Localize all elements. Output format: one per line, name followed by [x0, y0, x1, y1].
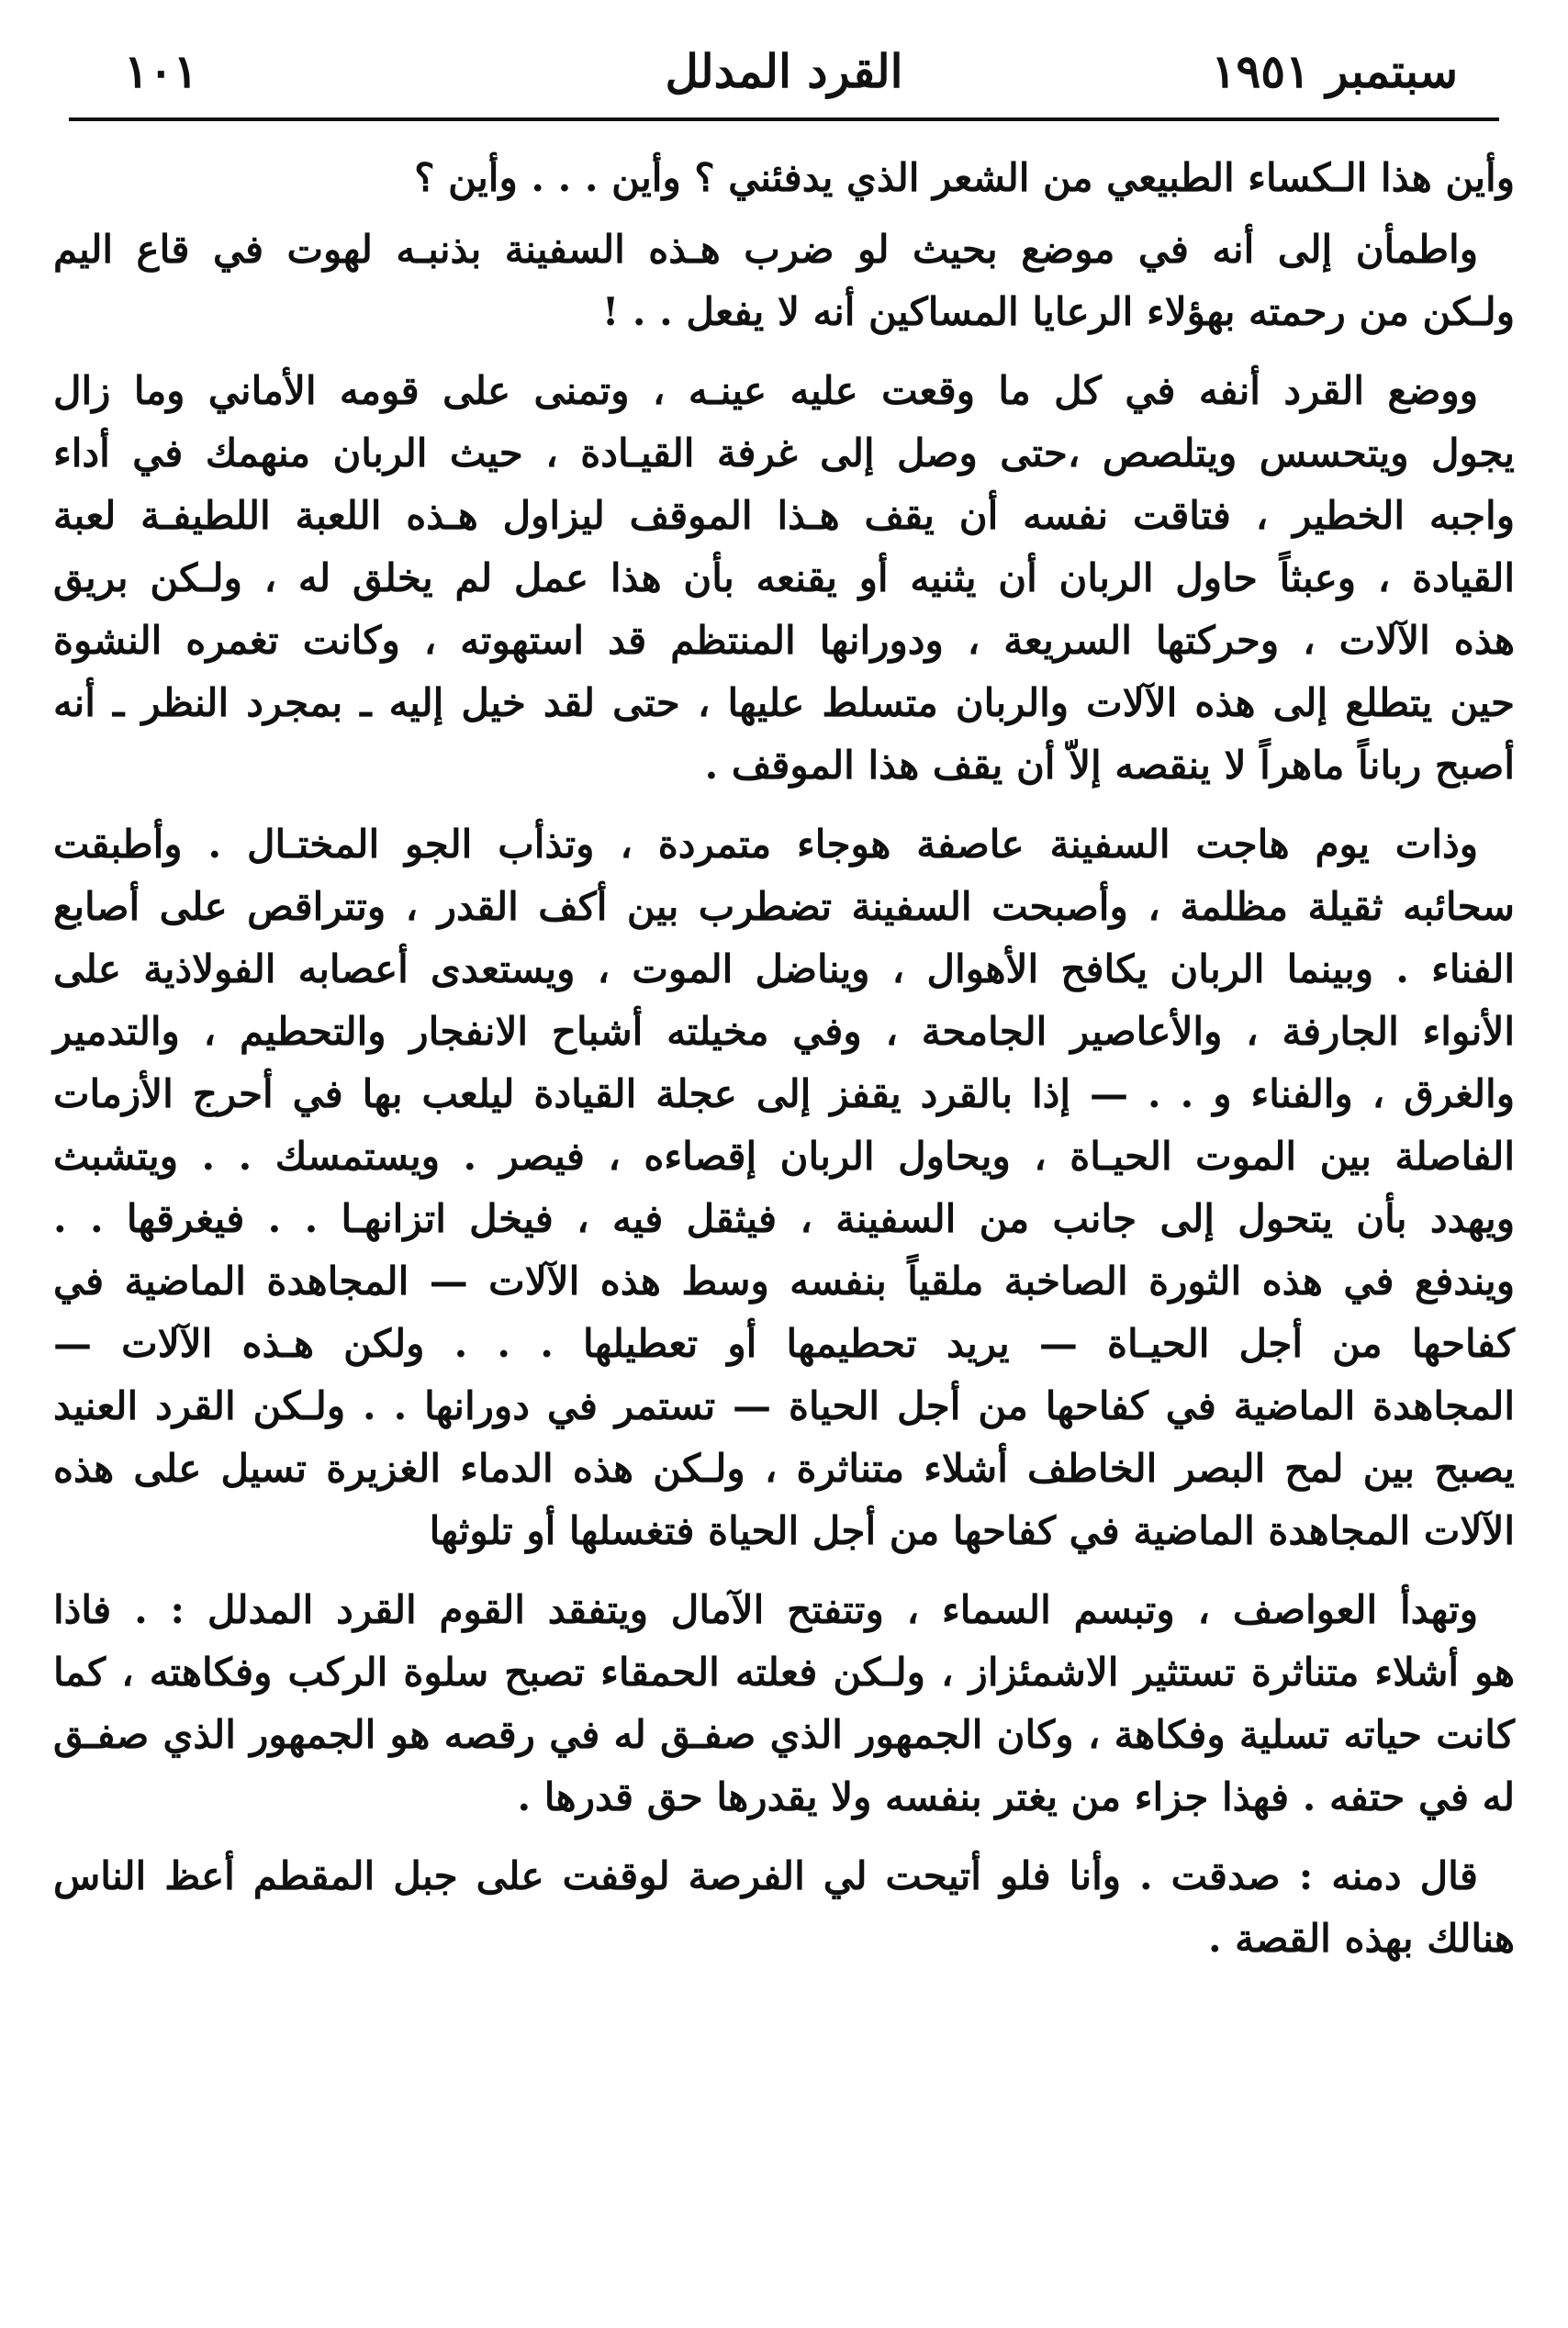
- text-line: كانت حياته تسلية وفكاهة ، وكان الجمهور الذي صفـق له في رقصه هو الجمهور الذي صفـق: [53, 1712, 1515, 1757]
- text-line: القيادة ، وعبثاً حاول الربان أن يثنيه أو يقنعه بأن هذا عمل لم يخلق له ، ولـكن بريق: [53, 555, 1515, 600]
- text-line: الأنواء الجارفة ، والأعاصير الجامحة ، وفي مخيلته أشباح الانفجار والتحطيم ، والتدمير: [53, 1009, 1515, 1054]
- paragraph-2: [53, 218, 1515, 343]
- text-line: الآلات المجاهدة الماضية في كفاحها من أجل الحياة فتغسلها أو تلوثها: [429, 1508, 1515, 1553]
- paragraph-3: [53, 360, 1515, 797]
- text-line: يجول ويتحسس ويتلصص ،حتى وصل إلى غرفة القيـادة ، حيث الربان منهمك في أداء: [53, 431, 1515, 476]
- page-number: ١٠١: [124, 44, 198, 98]
- text-line: وذات يوم هاجت السفينة عاصفة هوجاء متمردة ، وتذأب الجو المختـال . وأطبقت: [53, 822, 1478, 867]
- paragraph-4: [53, 813, 1515, 1562]
- running-header: [73, 37, 1495, 110]
- header-rule: [69, 118, 1499, 121]
- text-line: وتهدأ العواصف ، وتبسم السماء ، وتتفتح الآمال ويتفقد القوم القرد المدلل : . فاذا: [53, 1587, 1478, 1632]
- text-line: كفاحها من أجل الحيـاة — يريد تحطيمها أو تعطيلها . . . ولكن هـذه الآلات —: [53, 1321, 1515, 1366]
- text-line: الفاصلة بين الموت الحيـاة ، ويحاول الربان إقصاءه ، فيصر . ويستمسك . . ويتشبث: [53, 1134, 1515, 1179]
- text-line: هو أشلاء متناثرة تستثير الاشمئزاز ، ولـكن فعلته الحمقاء تصبح سلوة الركب وفكاهته ، كما: [53, 1650, 1515, 1695]
- text-line: ولـكن من رحمته بهؤلاء الرعايا المساكين أنه لا يفعل . . !: [601, 289, 1515, 334]
- text-line: والغرق ، والفناء و . . — إذا بالقرد يقفز إلى عجلة القيادة ليلعب بها في أحرج الأزمات: [53, 1071, 1515, 1116]
- paragraph-5: [53, 1579, 1515, 1829]
- text-line: حين يتطلع إلى هذه الآلات والربان متسلط عليها ، حتى لقد خيل إليه ـ بمجرد النظر ـ أنه: [53, 680, 1515, 725]
- paragraph-6: [53, 1845, 1515, 1970]
- text-line: له في حتفه . فهذا جزاء من يغتر بنفسه ولا يقدرها حق قدرها .: [517, 1774, 1515, 1819]
- header-date: سبتمبر ١٩٥١: [1211, 44, 1458, 98]
- header-title: القرد المدلل: [665, 44, 903, 98]
- text-line: يصبح بين لمح البصر الخاطف أشلاء متناثرة ، ولـكن هذه الدماء الغزيرة تسيل على هذه: [53, 1446, 1515, 1491]
- text-line: هنالك بهذه القصة .: [1207, 1916, 1515, 1961]
- text-line: واجبه الخطير ، فتاقت نفسه أن يقف هـذا الموقف ليزاول هـذه اللعبة اللطيفـة لعبة: [53, 493, 1515, 538]
- text-line: واطمأن إلى أنه في موضع بحيث لو ضرب هـذه السفينة بذنبـه لهوت في قاع اليم: [53, 227, 1478, 272]
- text-line: المجاهدة الماضية في كفاحها من أجل الحياة — تستمر في دورانها . . ولـكن القرد العنيد: [53, 1383, 1515, 1428]
- text-line: وأين هذا الـكساء الطبيعي من الشعر الذي يدفئني ؟ وأين . . . وأين ؟: [414, 155, 1515, 200]
- text-line: هذه الآلات ، وحركتها السريعة ، ودورانها المنتظم قد استهوته ، وكانت تغمره النشوة: [53, 618, 1515, 663]
- text-line: ويندفع في هذه الثورة الصاخبة ملقياً بنفسه وسط هذه الآلات — المجاهدة الماضية في: [53, 1259, 1515, 1304]
- text-line: سحائبه ثقيلة مظلمة ، وأصبحت السفينة تضطرب بين أكف القدر ، وتتراقص على أصابع: [53, 884, 1515, 929]
- text-line: ووضع القرد أنفه في كل ما وقعت عليه عينـه ، وتمنى على قومه الأماني وما زال: [53, 368, 1478, 413]
- text-line: قال دمنه : صدقت . وأنا فلو أتيحت لي الفرصة لوقفت على جبل المقطم أعظ الناس: [53, 1853, 1478, 1898]
- article-body: [53, 147, 1515, 1987]
- text-line: أصبح رباناً ماهراً لا ينقصه إلاّ أن يقف هذا الموقف .: [704, 743, 1515, 788]
- text-line: الفناء . وبينما الربان يكافح الأهوال ، ويناضل الموت ، ويستعدى أعصابه الفولاذية على: [53, 946, 1515, 991]
- paragraph-1: [53, 147, 1515, 209]
- text-line: ويهدد بأن يتحول إلى جانب من السفينة ، فيثقل فيه ، فيخل اتزانهـا . . فيغرقها . .: [53, 1196, 1515, 1241]
